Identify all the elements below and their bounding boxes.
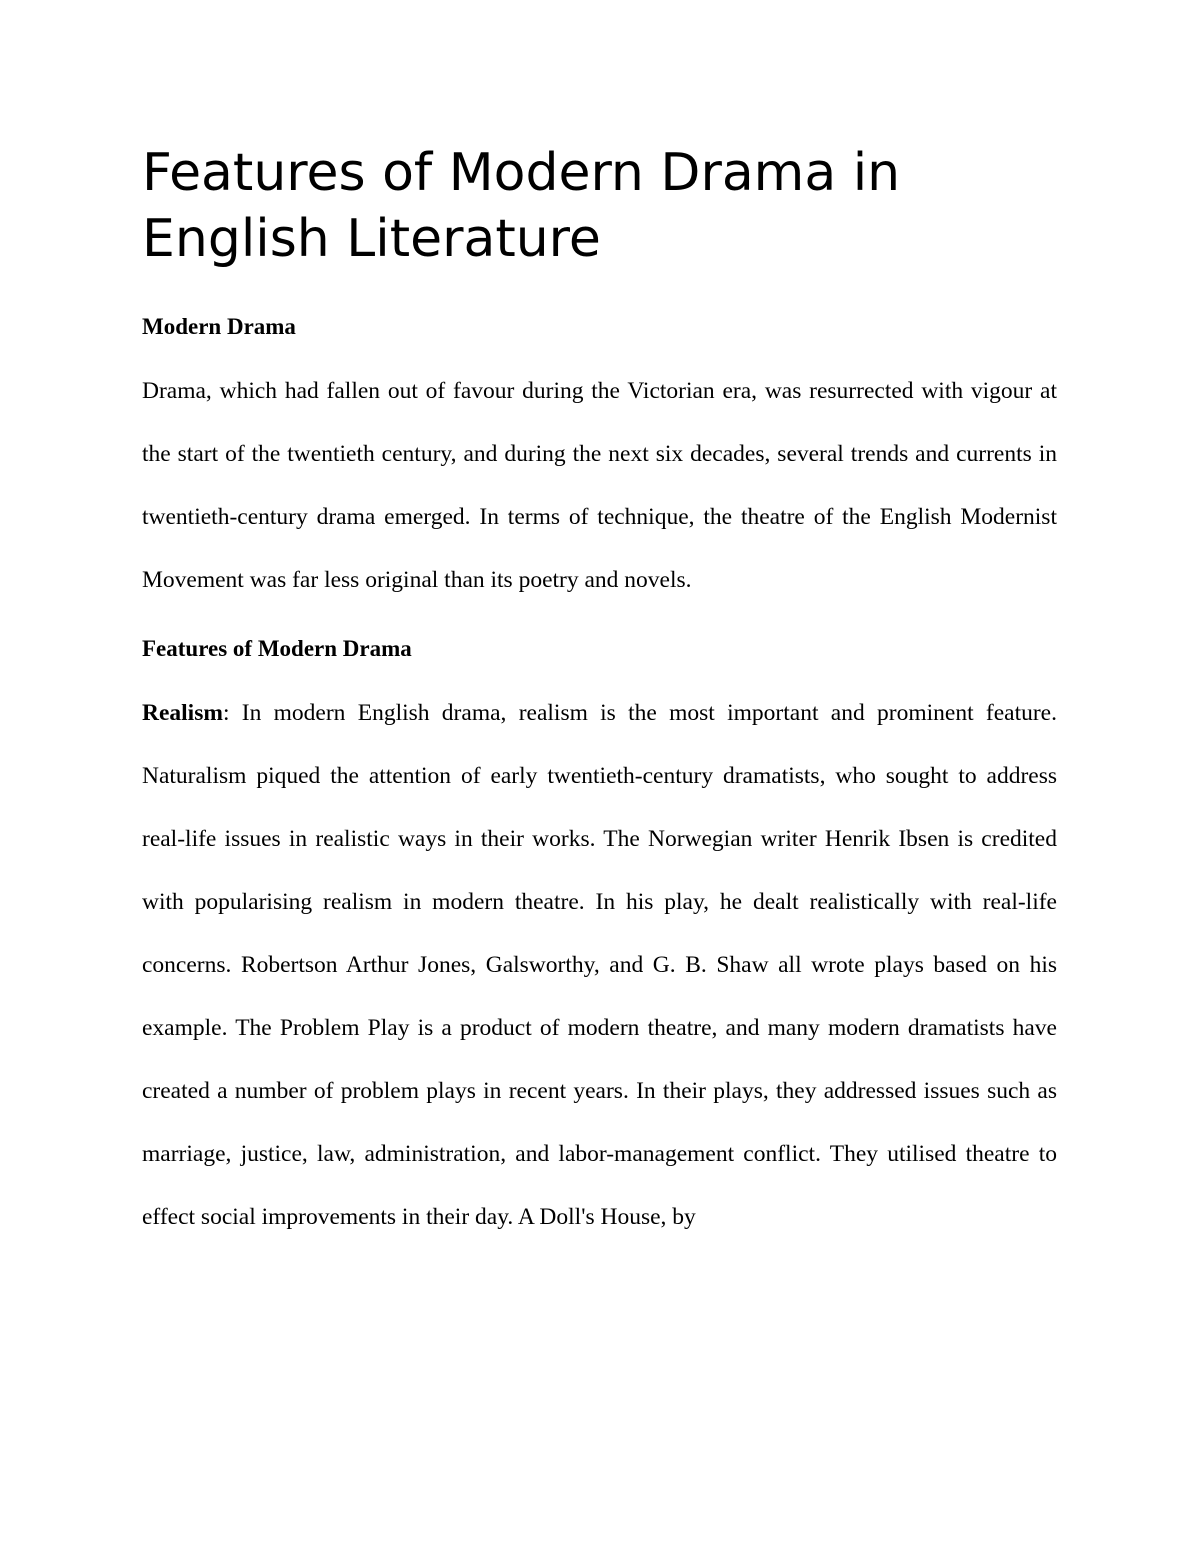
section-heading-modern-drama: Modern Drama [142, 314, 296, 339]
section-heading-features: Features of Modern Drama [142, 636, 412, 661]
realism-text: In modern English drama, realism is the most important and prominent feature. Naturalism piqued the attention of early twentieth-century dramatists, who sought to address real-life issues in realistic ways in their works. The Norwegian writer Henrik Ibsen is credited with popularising realism in modern theatre. In his play, he dealt realistically with real-life concerns. Robertson Arthur Jones, Galsworthy, and G. B. Shaw all wrote plays based on his example. The Problem Play is a product of modern theatre, and many modern dramatists have created a number of problem plays in recent years. In their plays, they addressed issues such as marriage, justice, law, administration, and labor-management conflict. They utilised theatre to effect social improvements in their day. A Doll's House, by [142, 700, 1057, 1230]
paragraph-modern-drama: Drama, which had fallen out of favour during the Victorian era, was resurrected with vigour at the start of the twentieth century, and during the next six decades, several trends and currents in twentieth-century drama emerged. In terms of technique, the theatre of the English Modernist Movement was far less original than its poetry and novels. [142, 378, 1057, 593]
document-title: Features of Modern Drama in English Literature [142, 143, 901, 269]
section-spacer [142, 612, 1057, 634]
paragraph-realism [142, 682, 1057, 1249]
realism-term: Realism [142, 700, 223, 726]
document-body [142, 140, 1057, 1249]
realism-term-separator: : [222, 700, 230, 726]
